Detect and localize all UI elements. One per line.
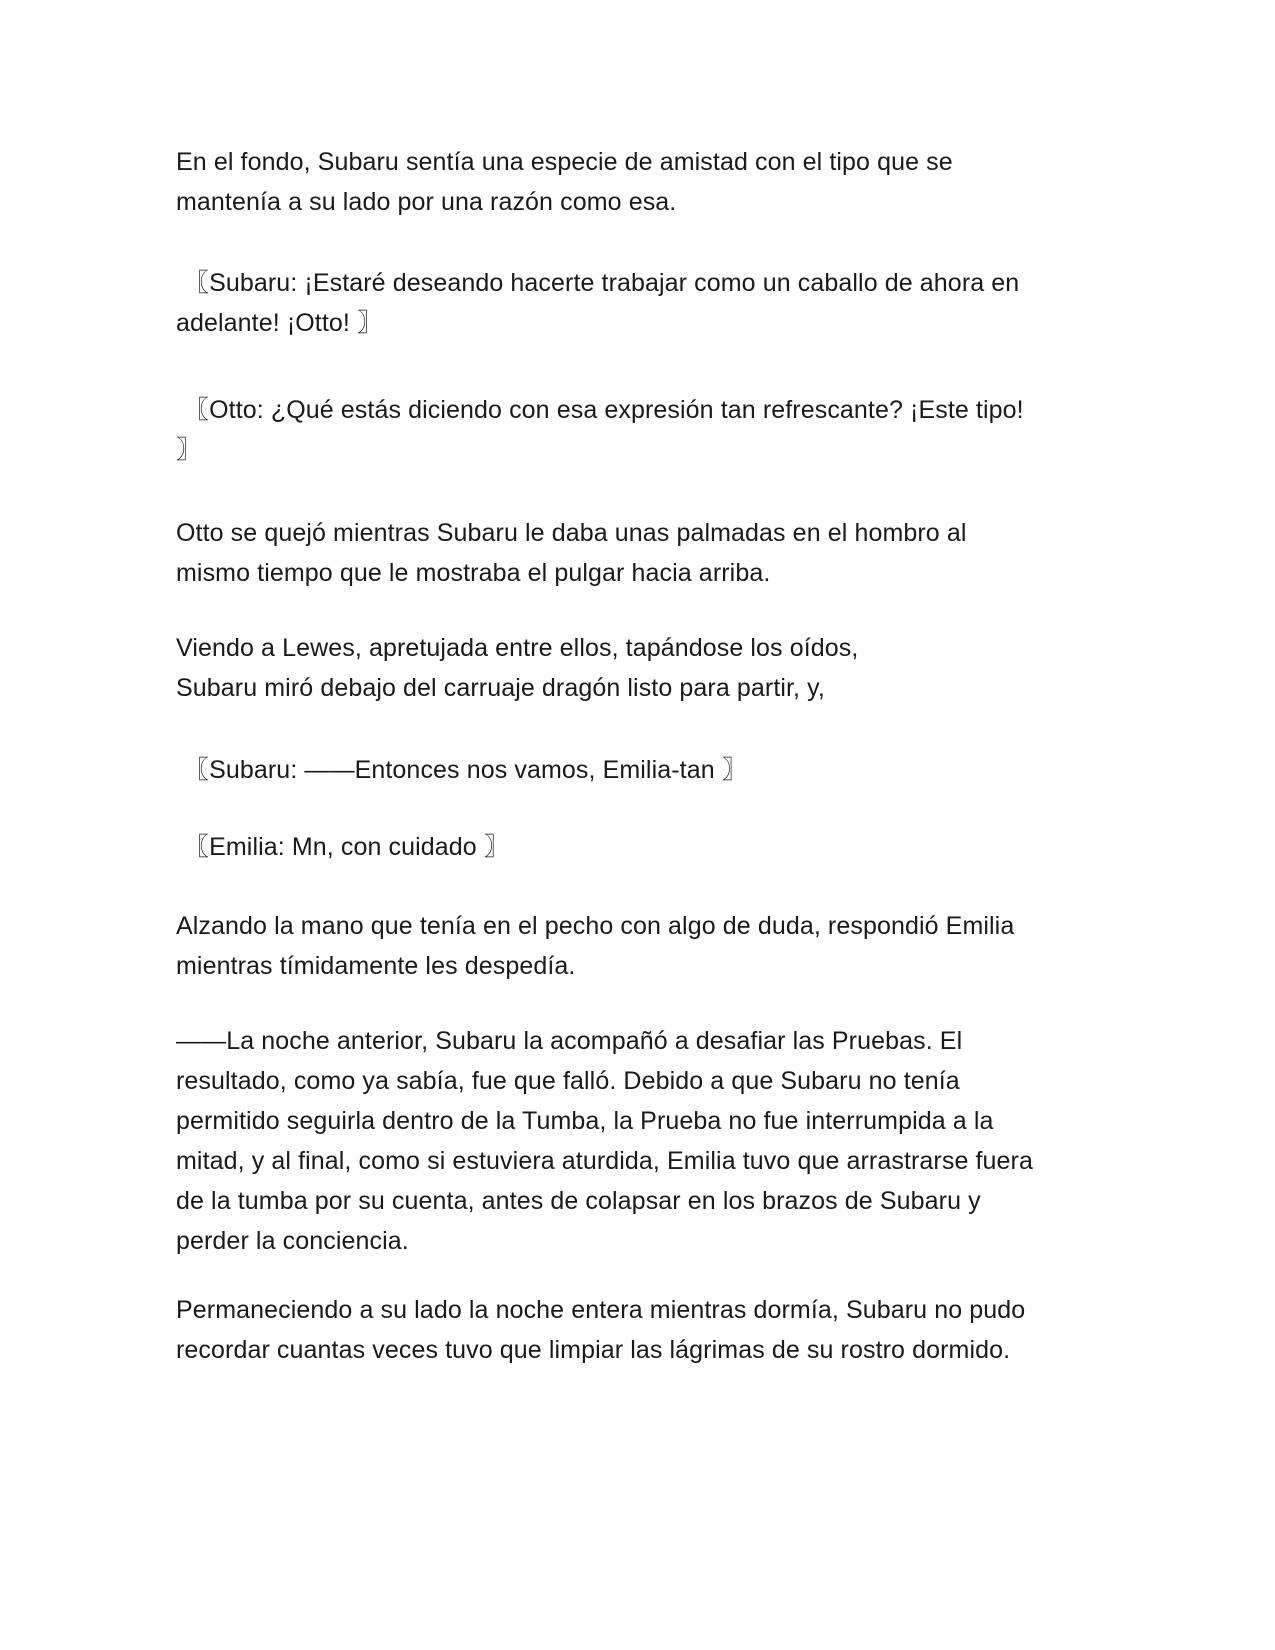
text-line: 〗 — [176, 436, 202, 464]
text-line: Alzando la mano que tenía en el pecho con algo de duda, respondió Emilia — [176, 912, 1015, 940]
text-line: permitido seguirla dentro de la Tumba, la Prueba no fue interrumpida a la — [176, 1107, 994, 1135]
text-line: 〖Subaru: ¡Estaré deseando hacerte trabajar como un caballo de ahora en — [184, 269, 1020, 297]
text-line: mismo tiempo que le mostraba el pulgar hacia arriba. — [176, 559, 771, 587]
dialogue-emilia — [176, 827, 1106, 867]
dialogue-subaru-2 — [176, 750, 1106, 790]
text-line: Otto se quejó mientras Subaru le daba unas palmadas en el hombro al — [176, 519, 967, 547]
text-line: recordar cuantas veces tuvo que limpiar las lágrimas de su rostro dormido. — [176, 1336, 1011, 1364]
text-line: En el fondo, Subaru sentía una especie de amistad con el tipo que se — [176, 148, 953, 176]
text-line: 〖Otto: ¿Qué estás diciendo con esa expresión tan refrescante? ¡Este tipo! — [184, 396, 1024, 424]
text-line: adelante! ¡Otto! 〗 — [176, 309, 383, 337]
text-line: Viendo a Lewes, apretujada entre ellos, tapándose los oídos, — [176, 634, 859, 662]
text-line: ——La noche anterior, Subaru la acompañó a desafiar las Pruebas. El — [176, 1027, 963, 1055]
text-line: Permaneciendo a su lado la noche entera mientras dormía, Subaru no pudo — [176, 1296, 1026, 1324]
text-line: 〖Emilia: Mn, con cuidado 〗 — [184, 833, 509, 861]
narration-paragraph-1 — [176, 142, 1106, 222]
narration-paragraph-4 — [176, 906, 1106, 986]
text-line: 〖Subaru: ——Entonces nos vamos, Emilia-tan 〗 — [184, 756, 747, 784]
narration-paragraph-6 — [176, 1290, 1106, 1370]
text-line: de la tumba por su cuenta, antes de colapsar en los brazos de Subaru y — [176, 1187, 981, 1215]
text-line: mitad, y al final, como si estuviera aturdida, Emilia tuvo que arrastrarse fuera — [176, 1147, 1033, 1175]
text-line: perder la conciencia. — [176, 1227, 409, 1255]
text-line: mientras tímidamente les despedía. — [176, 952, 576, 980]
narration-paragraph-5 — [176, 1021, 1106, 1261]
text-line: resultado, como ya sabía, fue que falló. Debido a que Subaru no tenía — [176, 1067, 960, 1095]
text-line: mantenía a su lado por una razón como esa. — [176, 188, 677, 216]
narration-paragraph-3 — [176, 628, 1106, 708]
narration-paragraph-2 — [176, 513, 1106, 593]
text-line: Subaru miró debajo del carruaje dragón listo para partir, y, — [176, 674, 825, 702]
dialogue-subaru-1 — [176, 263, 1106, 343]
dialogue-otto — [176, 390, 1106, 470]
